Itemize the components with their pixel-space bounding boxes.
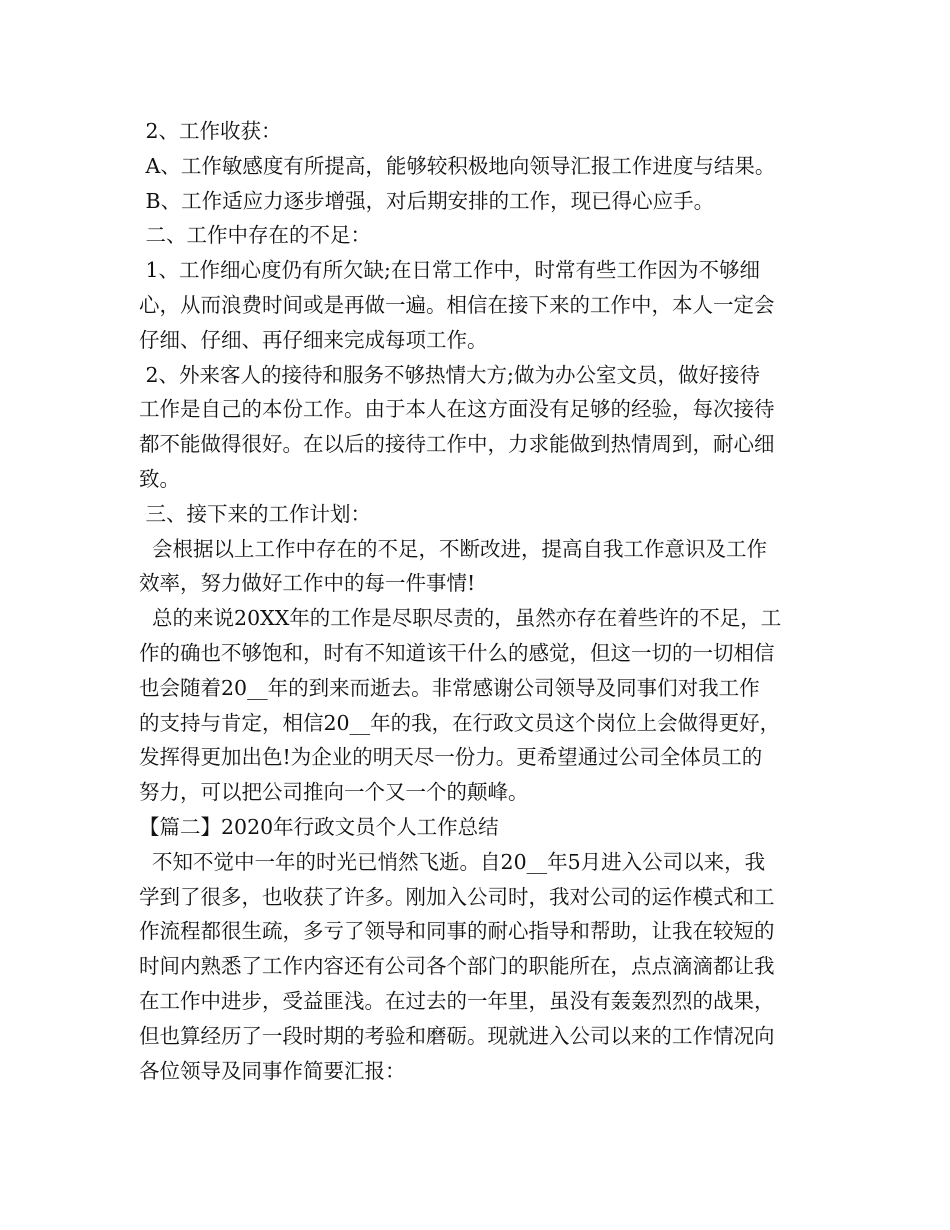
- text-line: 致。: [139, 466, 180, 491]
- article-title: 【篇二】2020年行政文员个人工作总结: [139, 814, 499, 839]
- text-line: 心，从而浪费时间或是再做一遍。相信在接下来的工作中，本人一定会: [139, 292, 775, 317]
- text-line: 总的来说20XX年的工作是尽职尽责的，虽然亦存在着些许的不足，工: [139, 606, 782, 631]
- text-line: 但也算经历了一段时期的考验和磨砺。现就进入公司以来的工作情况向: [139, 1023, 775, 1048]
- text-line: 工作是自己的本份工作。由于本人在这方面没有足够的经验，每次接待: [139, 397, 775, 422]
- text-line: 不知不觉中一年的时光已悄然飞逝。自20__年5月进入公司以来，我: [139, 849, 766, 874]
- text-line: 都不能做得很好。在以后的接待工作中，力求能做到热情周到，耐心细: [139, 432, 775, 457]
- text-line: 学到了很多，也收获了许多。刚加入公司时，我对公司的运作模式和工: [139, 884, 775, 909]
- text-line: 仔细、仔细、再仔细来完成每项工作。: [139, 327, 488, 352]
- section-heading: 二、工作中存在的不足：: [139, 223, 372, 248]
- section-heading: 三、接下来的工作计划：: [139, 501, 372, 526]
- text-line: 会根据以上工作中存在的不足，不断改进，提高自我工作意识及工作: [139, 536, 768, 561]
- text-line: 2、工作收获：: [139, 119, 282, 143]
- text-line: 也会随着20__年的到来而逝去。非常感谢公司领导及同事们对我工作: [139, 675, 760, 700]
- text-line: 的支持与肯定，相信20__年的我，在行政文员这个岗位上会做得更好，: [139, 710, 781, 735]
- text-line: 各位领导及同事作简要汇报：: [139, 1058, 406, 1083]
- text-line: 努力，可以把公司推向一个又一个的颠峰。: [139, 780, 529, 805]
- text-line: 效率，努力做好工作中的每一件事情!: [139, 571, 476, 596]
- text-line: 1、工作细心度仍有所欠缺;在日常工作中，时常有些工作因为不够细: [139, 258, 760, 283]
- text-line: 时间内熟悉了工作内容还有公司各个部门的职能所在，点点滴滴都让我: [139, 954, 775, 979]
- text-line: 发挥得更加出色!为企业的明天尽一份力。更希望通过公司全体员工的: [139, 745, 763, 770]
- text-line: 在工作中进步，受益匪浅。在过去的一年里，虽没有轰轰烈烈的战果，: [139, 988, 775, 1013]
- text-line: B、工作适应力逐步增强，对后期安排的工作，现已得心应手。: [139, 188, 715, 213]
- text-line: A、工作敏感度有所提高，能够较积极地向领导汇报工作进度与结果。: [139, 153, 776, 178]
- text-line: 2、外来客人的接待和服务不够热情大方;做为办公室文员，做好接待: [139, 362, 760, 387]
- text-line: 作流程都很生疏，多亏了领导和同事的耐心指导和帮助，让我在较短的: [139, 919, 775, 944]
- text-line: 作的确也不够饱和，时有不知道该干什么的感觉，但这一切的一切相信: [139, 640, 775, 665]
- document-body: [139, 114, 829, 1088]
